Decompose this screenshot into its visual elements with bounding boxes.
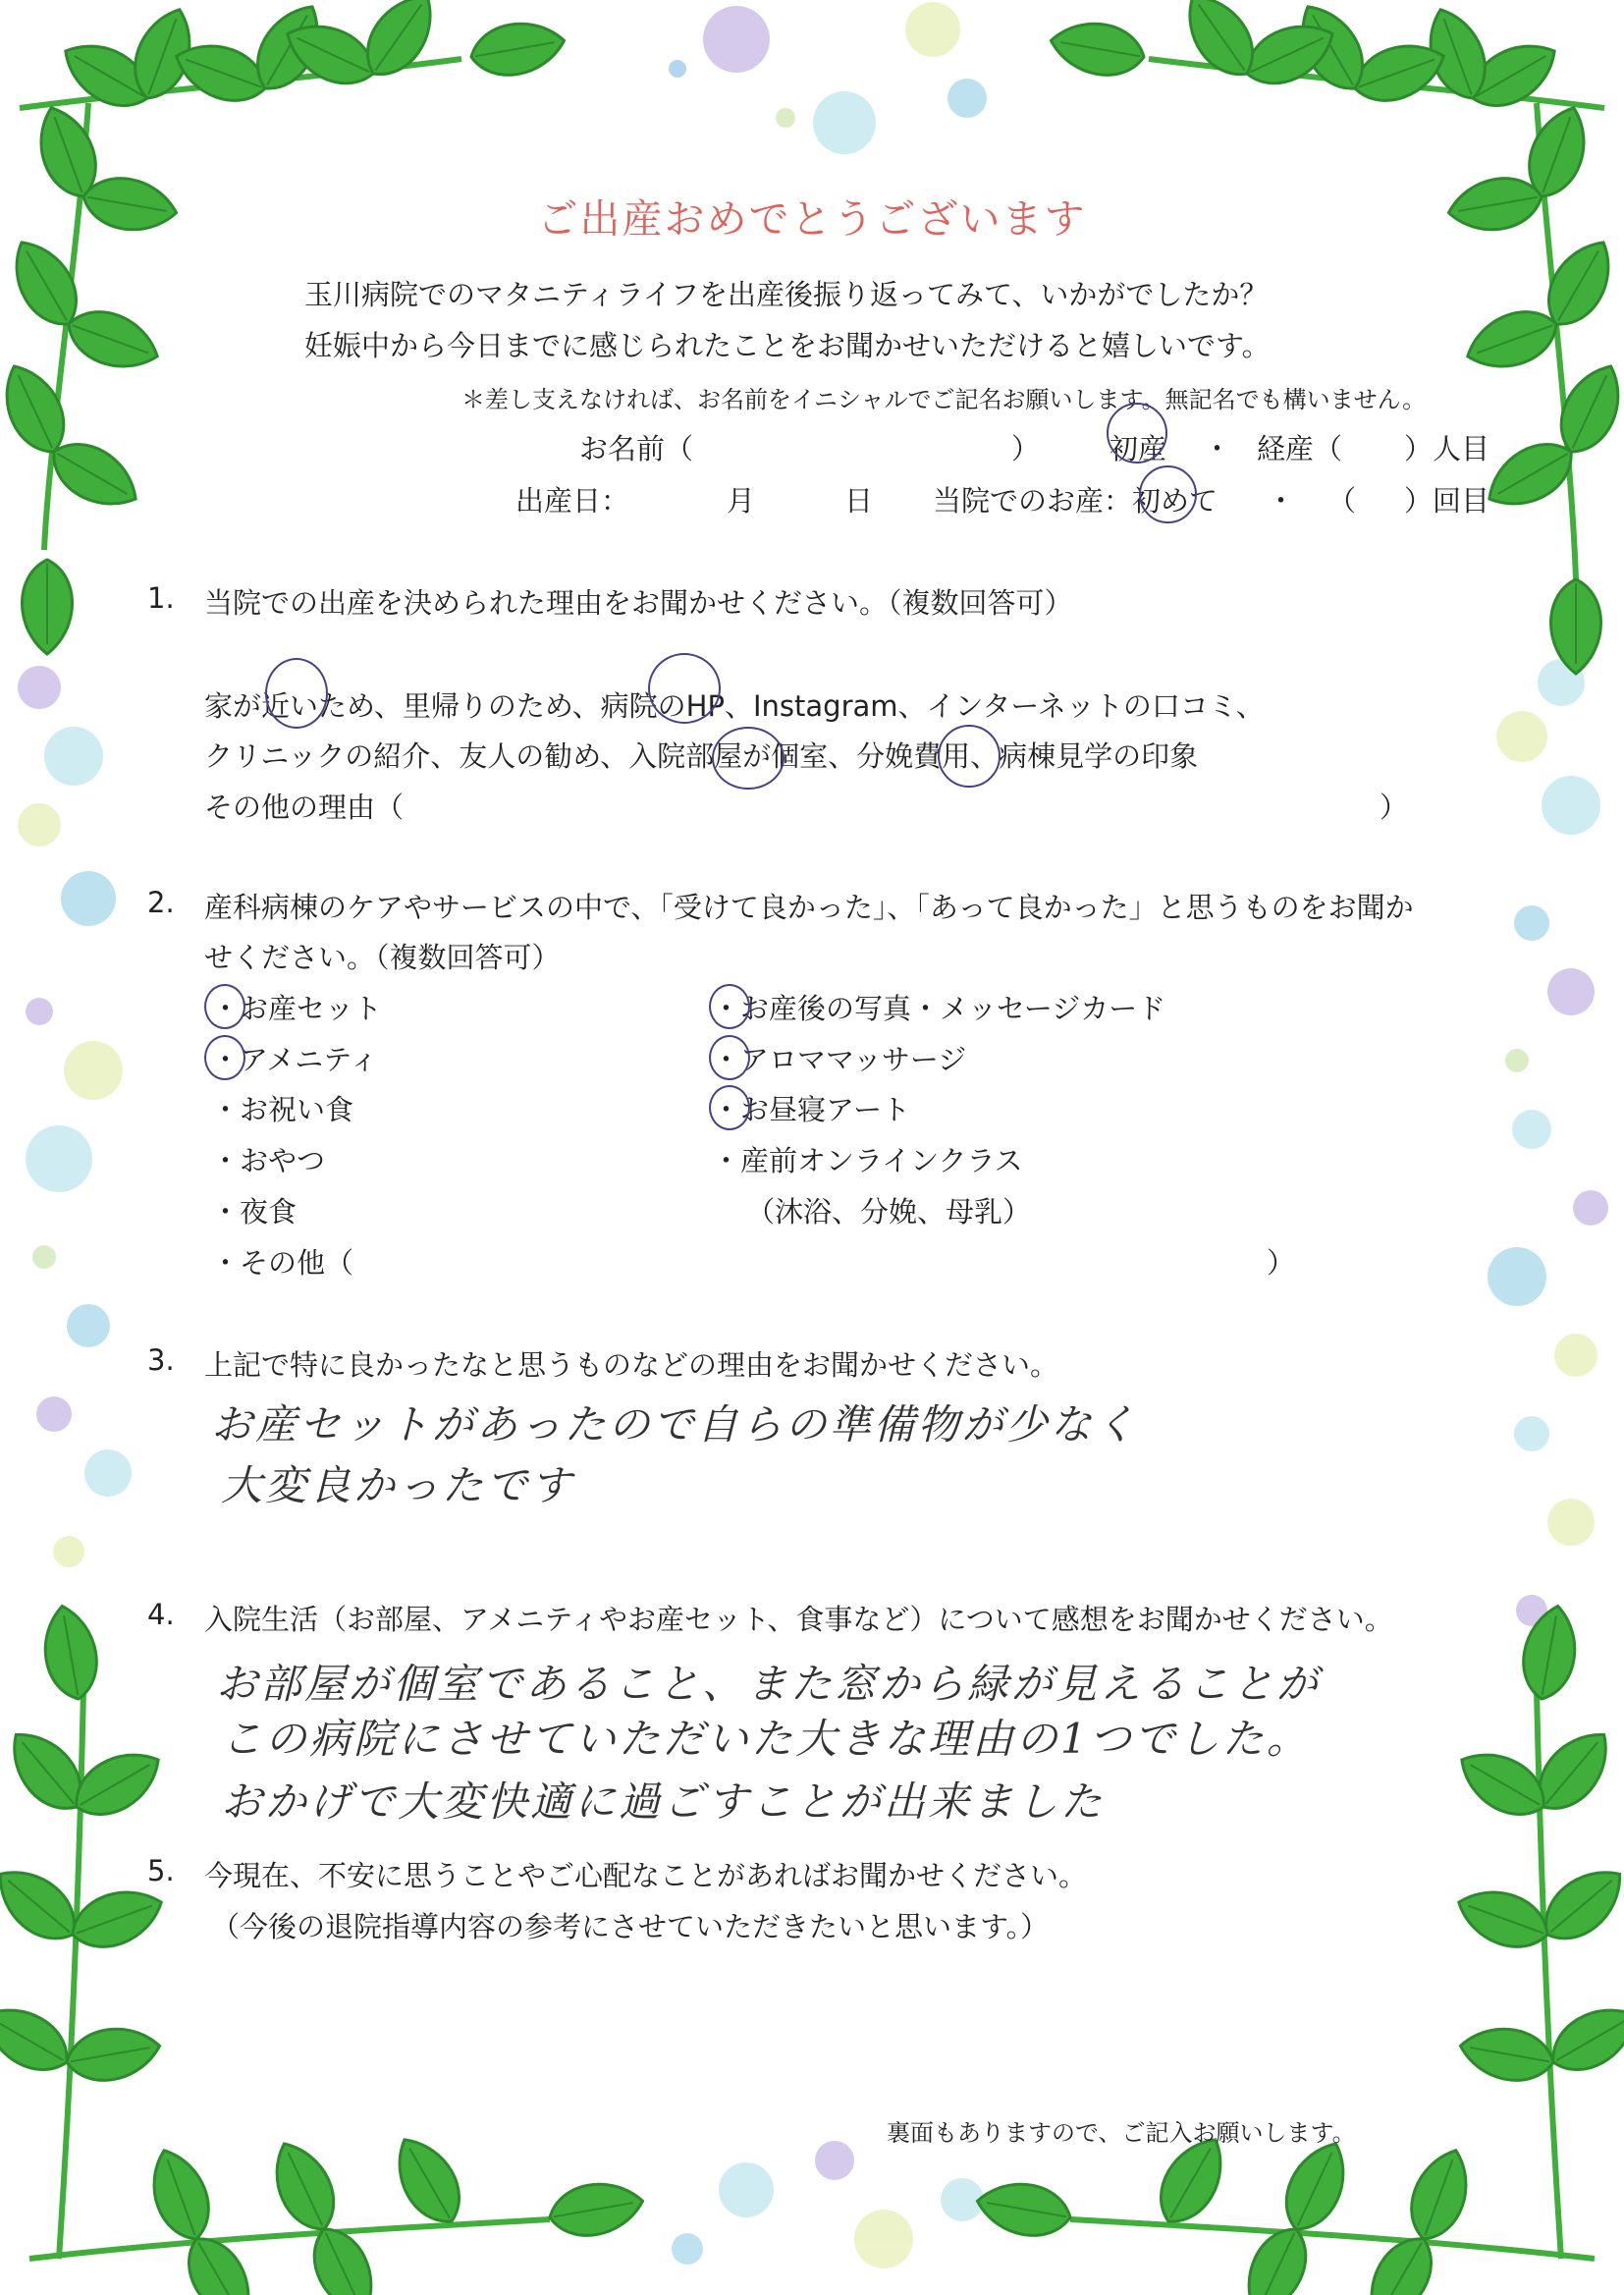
intro-line-2: 妊娠中から今日までに感じられたことをお聞かせいただけると嬉しいです。	[304, 329, 1271, 362]
q1-number: 1.	[147, 581, 175, 615]
q5-question: 今現在、不安に思うことやご心配なことがあればお聞かせください。	[204, 1859, 1088, 1892]
q1-question: 当院での出産を決められた理由をお聞かせください。（複数回答可）	[204, 586, 1073, 620]
handwritten-circle	[709, 984, 750, 1029]
handwritten-circle	[1107, 403, 1167, 464]
handwritten-circle	[204, 1035, 245, 1080]
q1-other-close: ）	[1380, 791, 1409, 824]
q1-options-line-1: 家が近いため、里帰りのため、病院のHP、Instagram、インターネットの口コミ、	[204, 689, 1265, 723]
handwritten-circle	[265, 658, 328, 729]
q2-question-line-1: 産科病棟のケアやサービスの中で、「受けて良かった」、「あって良かった」と思うものをお聞か	[204, 891, 1414, 924]
q2-question-line-2: せください。（複数回答可）	[204, 941, 561, 974]
q2-option: ・お祝い食	[211, 1093, 354, 1126]
q2-option: ・お産セット	[211, 992, 383, 1025]
q2-number: 2.	[147, 886, 175, 919]
q2-option: ・産前オンラインクラス	[712, 1144, 1023, 1177]
count-close: ）人目	[1404, 432, 1490, 465]
q2-option: ・お昼寝アート	[712, 1093, 911, 1126]
q3-question: 上記で特に良かったなと思うものなどの理由をお聞かせください。	[204, 1348, 1059, 1382]
q2-option: ・アメニティ	[211, 1043, 378, 1076]
q5-sub: （今後の退院指導内容の参考にさせていただきたいと思います。）	[211, 1910, 1050, 1943]
q4-handwritten-answer-3: おかげで大変快適に過ごすことが出来ました	[221, 1777, 1106, 1826]
q2-option: ・お産後の写真・メッセージカード	[712, 992, 1166, 1025]
option-multiparous: 経産（	[1257, 432, 1343, 465]
handwritten-circle	[1139, 465, 1197, 523]
handwritten-circle	[709, 1085, 750, 1130]
q3-handwritten-answer-1: お産セットがあったので自らの準備物が少なく	[211, 1400, 1139, 1448]
birth-count-close: ）回目	[1404, 484, 1490, 518]
handwritten-circle	[648, 653, 721, 724]
option-first-birth: 初産	[1110, 432, 1167, 465]
handwritten-circle	[709, 1035, 750, 1080]
name-close: ）	[1011, 432, 1041, 465]
q1-options-line-2: クリニックの紹介、友人の勧め、入院部屋が個室、分娩費用、病棟見学の印象	[204, 739, 1199, 773]
q4-question: 入院生活（お部屋、アメニティやお産セット、食事など）について感想をお聞かせください。	[204, 1603, 1393, 1636]
birth-open: （	[1327, 484, 1357, 518]
q5-number: 5.	[147, 1854, 175, 1887]
birth-dot: ・	[1267, 484, 1296, 518]
q3-number: 3.	[147, 1343, 175, 1377]
handwritten-circle	[712, 727, 785, 790]
handwritten-circle	[204, 984, 245, 1029]
name-label: お名前（	[579, 432, 694, 465]
intro-line-1: 玉川病院でのマタニティライフを出産後振り返ってみて、いかがでしたか？	[304, 278, 1269, 311]
intro-note: ＊差し支えなければ、お名前をイニシャルでご記名お願いします。無記名でも構いません。	[461, 386, 1427, 413]
footer-note: 裏面もありますので、ご記入お願いします。	[887, 2119, 1356, 2147]
q2-option: ・おやつ	[211, 1144, 326, 1177]
q2-option-note: （沐浴、分娩、母乳）	[746, 1195, 1032, 1229]
birth-here-label: 当院でのお産：初めて	[933, 484, 1218, 518]
q2-other-close: ）	[1267, 1246, 1296, 1280]
q4-number: 4.	[147, 1598, 175, 1631]
birth-day: 日	[844, 484, 874, 518]
name-dot: ・	[1203, 432, 1232, 465]
q4-handwritten-answer-1: お部屋が個室であること、また窓から緑が見えることが	[216, 1660, 1322, 1708]
birth-month: 月	[727, 484, 756, 518]
q2-option: ・その他（	[211, 1246, 354, 1280]
handwritten-circle	[938, 725, 1001, 788]
q2-option: ・夜食	[211, 1195, 298, 1229]
page-title: ご出産おめでとうございます	[537, 195, 1087, 243]
q3-handwritten-answer-2: 大変良かったです	[221, 1461, 575, 1509]
q4-handwritten-answer-2: この病院にさせていただいた大きな理由の1つでした。	[221, 1715, 1311, 1763]
birth-date-label: 出産日：	[515, 484, 630, 518]
q1-other: その他の理由（	[204, 791, 405, 824]
q2-option: ・アロママッサージ	[712, 1043, 967, 1076]
